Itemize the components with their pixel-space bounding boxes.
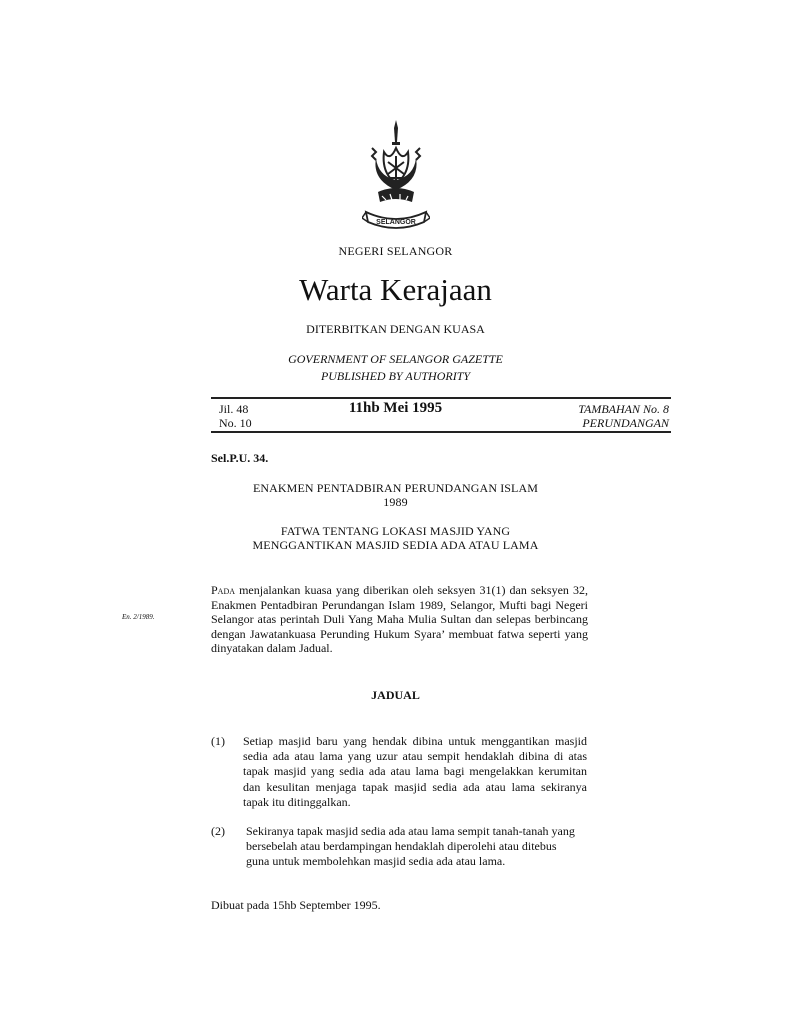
item-number: (2) [211, 824, 225, 838]
gazette-subtitle: DITERBITKAN DENGAN KUASA [306, 322, 485, 336]
intro-text: menjalankan kuasa yang diberikan oleh seksyen 31(1) dan seksyen 32, Enakmen Pentadbiran Perundangan Islam 1989, Selangor, Mufti bagi Negeri Selangor atas perintah Duli Yang Maha Mulia Sultan dan selepas berbincang dengan Jawatankuasa Perunding Hukum Syara’ membuat fatwa seperti yang dinyatakan dalam Jadual. [211, 583, 588, 656]
supplement-label: TAMBAHAN No. 8 [578, 402, 669, 416]
gazette-title: Warta Kerajaan [299, 272, 492, 307]
top-rule [211, 397, 671, 399]
bottom-rule [211, 431, 671, 433]
made-on-date: Dibuat pada 15hb September 1995. [211, 898, 381, 912]
margin-note: En. 2/1989. [122, 613, 155, 621]
english-title-line2: PUBLISHED BY AUTHORITY [320, 369, 471, 383]
state-name: NEGERI SELANGOR [338, 244, 453, 258]
fatwa-subject-line1: FATWA TENTANG LOKASI MASJID YANG [280, 524, 511, 538]
intro-first-word: Pada [211, 583, 236, 597]
fatwa-subject-line2: MENGGANTIKAN MASJID SEDIA ADA ATAU LAMA [252, 538, 539, 552]
schedule-title: JADUAL [371, 688, 420, 702]
notice-reference: Sel.P.U. 34. [211, 451, 269, 465]
enactment-year: 1989 [383, 495, 408, 509]
schedule-item-text: Sekiranya tapak masjid sedia ada atau lama sempit tanah-tanah yang bersebelah atau berdampingan hendaklah diperolehi atau ditebus guna untuk membolehkan masjid sedia ada atau lama. [246, 824, 575, 869]
category-label: PERUNDANGAN [582, 416, 669, 430]
svg-text:SELANGOR: SELANGOR [376, 219, 416, 226]
schedule-item-text: Setiap masjid baru yang hendak dibina untuk menggantikan masjid sedia ada atau lama yang uzur atau sempit hendaklah dibina di atas tapak masjid yang sedia ada atau lama bagi mengelakkan kerumitan dan kesulitan menjaga tapak masjid sedia ada atau lama sekiranya tapak itu ditinggalkan. [243, 734, 587, 809]
english-title-line1: GOVERNMENT OF SELANGOR GAZETTE [288, 352, 503, 366]
selangor-crest-logo [362, 118, 430, 238]
enactment-heading: ENAKMEN PENTADBIRAN PERUNDANGAN ISLAM [252, 481, 539, 495]
item-number: (1) [211, 734, 225, 748]
issue-number: No. 10 [219, 416, 252, 430]
intro-paragraph [211, 583, 588, 656]
volume-label: Jil. 48 [219, 402, 249, 416]
issue-date: 11hb Mei 1995 [348, 400, 443, 416]
